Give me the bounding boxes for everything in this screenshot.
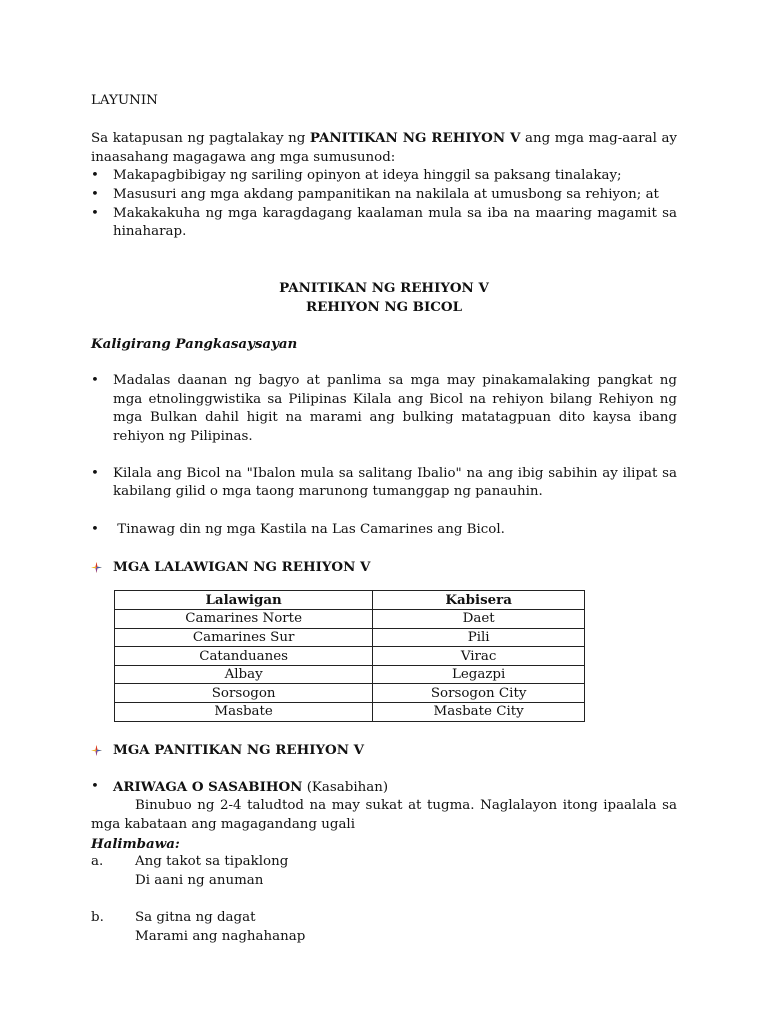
history-list-3	[91, 521, 677, 540]
example-line: Ang takot sa tipaklong	[135, 854, 289, 870]
table-cell: Pili	[373, 628, 585, 647]
table-row	[115, 647, 585, 666]
provinces-heading-text: MGA LALAWIGAN NG REHIYON V	[113, 558, 371, 575]
example-label: Halimbawa:	[91, 835, 180, 852]
history-list	[91, 372, 677, 446]
list-item	[91, 167, 677, 186]
example-line: Marami ang naghahanap	[135, 928, 306, 944]
example-lines	[135, 853, 288, 890]
column-header: Kabisera	[373, 591, 585, 610]
list-item	[91, 778, 677, 798]
table-cell: Legazpi	[373, 665, 585, 684]
table-cell: Albay	[115, 665, 373, 684]
example-marker: a.	[91, 854, 104, 870]
table-cell: Camarines Sur	[115, 628, 373, 647]
bullet-icon: •	[91, 205, 99, 221]
example-item-b	[91, 909, 677, 946]
history-text: Tinawag din ng mga Kastila na Las Camarines ang Bicol.	[113, 521, 505, 537]
table-cell: Virac	[373, 647, 585, 666]
history-heading: Kaligirang Pangkasaysayan	[91, 335, 298, 352]
table-cell: Masbate	[115, 703, 373, 722]
table-cell: Sorsogon	[115, 684, 373, 703]
list-item	[91, 372, 677, 446]
list-item	[91, 465, 677, 502]
literature-heading-text: MGA PANITIKAN NG REHIYON V	[113, 741, 365, 758]
intro-text-after: ang mga mag-aaral ay inaasahang magagawa ang mga sumusunod:	[91, 131, 677, 165]
list-item	[91, 521, 677, 540]
ariwaga-subtitle: (Kasabihan)	[302, 779, 389, 795]
page-subtitle: REHIYON NG BICOL	[305, 298, 463, 315]
ariwaga-description: Binubuo ng 2-4 taludtod na may sukat at tugma. Naglalayon itong ipaalala sa mga kabataan ang magagandang ugali	[91, 798, 677, 832]
table-cell: Camarines Norte	[115, 610, 373, 629]
bullet-icon: •	[91, 186, 99, 202]
example-lines	[135, 909, 305, 946]
star-bullet-icon	[91, 745, 102, 756]
bullet-icon: •	[91, 465, 99, 481]
provinces-heading	[91, 558, 677, 577]
bullet-icon: •	[91, 372, 99, 388]
table-row	[115, 610, 585, 629]
objective-text: Masusuri ang mga akdang pampanitikan na nakilala at umusbong sa rehiyon; at	[113, 186, 659, 202]
table-cell: Masbate City	[373, 703, 585, 722]
example-item-a	[91, 853, 677, 890]
list-item	[91, 186, 677, 205]
intro-text-before: Sa katapusan ng pagtalakay ng	[91, 131, 310, 147]
objectives-list	[91, 167, 677, 241]
example-marker: b.	[91, 909, 104, 925]
objective-text: Makapagbibigay ng sariling opinyon at ideya hinggil sa paksang tinalakay;	[113, 168, 622, 184]
history-text: Madalas daanan ng bagyo at panlima sa mga may pinakamalaking pangkat ng mga etnolinggwistika sa Pilipinas Kilala ang Bicol na rehiyon bilang Rehiyon ng mga Bulkan dahil higit na marami ang bulking matatagpuan dito kaysa ibang rehiyon ng Pilipinas.	[113, 372, 677, 444]
bullet-icon: •	[91, 168, 99, 184]
star-bullet-icon	[91, 562, 102, 573]
literature-heading	[91, 741, 677, 760]
table-row	[115, 628, 585, 647]
section-heading-layunin: LAYUNIN	[91, 93, 158, 108]
table-row	[115, 703, 585, 722]
objective-text: Makakakuha ng mga karagdagang kaalaman mula sa iba na maaring magamit sa hinaharap.	[113, 205, 677, 240]
bullet-icon: •	[91, 778, 99, 794]
ariwaga-title: ARIWAGA O SASABIHON	[113, 778, 303, 795]
history-list-2	[91, 465, 677, 502]
table-row	[115, 665, 585, 684]
intro-paragraph	[91, 129, 677, 167]
history-text: Kilala ang Bicol na "Ibalon mula sa salitang Ibalio" na ang ibig sabihin ay ilipat sa kabilang gilid o mga taong marunong tumanggap ng panauhin.	[113, 465, 677, 500]
page-title: PANITIKAN NG REHIYON V	[279, 279, 489, 296]
table-row	[115, 684, 585, 703]
example-line: Sa gitna ng dagat	[135, 909, 256, 925]
list-item	[91, 205, 677, 242]
provinces-table	[114, 590, 585, 721]
literature-list	[91, 778, 677, 798]
table-cell: Catanduanes	[115, 647, 373, 666]
table-cell: Daet	[373, 610, 585, 629]
column-header: Lalawigan	[115, 591, 373, 610]
table-cell: Sorsogon City	[373, 684, 585, 703]
document-page	[91, 92, 677, 946]
bullet-icon: •	[91, 521, 99, 537]
intro-text-bold: PANITIKAN NG REHIYON V	[309, 130, 521, 147]
table-header-row	[115, 591, 585, 610]
example-line: Di aani ng anuman	[135, 872, 264, 888]
